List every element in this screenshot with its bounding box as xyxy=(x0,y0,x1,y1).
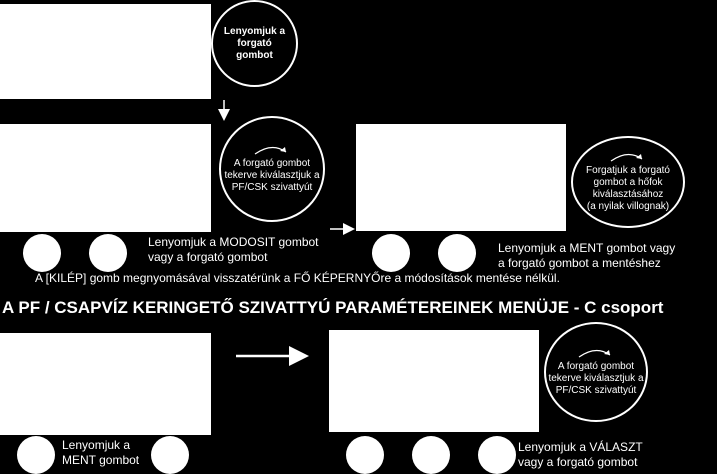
rotary-knob-press[interactable] xyxy=(211,0,298,87)
knob-text-line3: PF/CSK szivattyút xyxy=(231,182,313,193)
caption-valaszt xyxy=(518,440,643,470)
rotary-knob-select[interactable] xyxy=(219,116,325,222)
knob-text-line1: Forgatjuk a forgató xyxy=(586,165,670,176)
rotate-arrow-icon xyxy=(576,347,616,359)
rotate-arrow-icon xyxy=(608,151,648,163)
panel-button[interactable] xyxy=(438,234,476,272)
caption-line2: vagy a forgató gombot xyxy=(148,250,268,264)
knob-text-line1: A forgató gombot xyxy=(233,158,311,169)
panel-button[interactable] xyxy=(89,234,127,272)
caption-line1: Lenyomjuk a MENT gombot vagy xyxy=(498,241,676,255)
panel-button[interactable] xyxy=(23,234,61,272)
caption-line1: Lenyomjuk a VÁLASZT xyxy=(518,440,643,454)
knob-text-line2: tekerve kiválasztjuk a xyxy=(224,170,320,181)
knob-text-line2: gombot a hőfok xyxy=(593,177,663,188)
caption-line2: MENT gombot xyxy=(62,453,140,467)
knob-text-line3: PF/CSK szivattyút xyxy=(555,385,637,396)
knob-text-line1: A forgató gombot xyxy=(557,361,635,372)
panel-button[interactable] xyxy=(17,436,55,474)
section-title: A PF / CSAPVÍZ KERINGETŐ SZIVATTYÚ PARAMÉTEREINEK MENÜJE - C csoport xyxy=(2,298,664,317)
panel-button[interactable] xyxy=(346,436,384,474)
knob-text-line2: gombot xyxy=(236,49,273,61)
rotate-arrow-icon xyxy=(252,144,292,156)
caption-line1: Lenyomjuk a MODOSIT gombot xyxy=(148,235,319,249)
panel-button[interactable] xyxy=(372,234,410,272)
caption-ment-bottom xyxy=(62,438,139,468)
rotary-knob-select-bottom[interactable] xyxy=(544,322,648,422)
knob-text-line1: Lenyomjuk a forgató xyxy=(223,25,286,49)
caption-modosit xyxy=(148,235,319,265)
knob-text-line4: (a nyilak villognak) xyxy=(586,201,670,212)
caption-line2: a forgató gombot a mentéshez xyxy=(498,256,661,270)
panel-button[interactable] xyxy=(412,436,450,474)
rotary-knob-temperature[interactable] xyxy=(571,136,685,228)
panel-button[interactable] xyxy=(151,436,189,474)
caption-line1: Lenyomjuk a xyxy=(62,438,131,452)
panel-button[interactable] xyxy=(478,436,516,474)
knob-text-line3: kiválasztásához xyxy=(592,189,664,200)
caption-line2: vagy a forgató gombot xyxy=(518,455,638,469)
note-kilep: A [KILÉP] gomb megnyomásával visszatérünk a FŐ KÉPERNYŐre a módosítások mentése nélkül. xyxy=(35,271,560,285)
knob-text-line2: tekerve kiválasztjuk a xyxy=(548,373,644,384)
caption-ment xyxy=(498,241,675,271)
